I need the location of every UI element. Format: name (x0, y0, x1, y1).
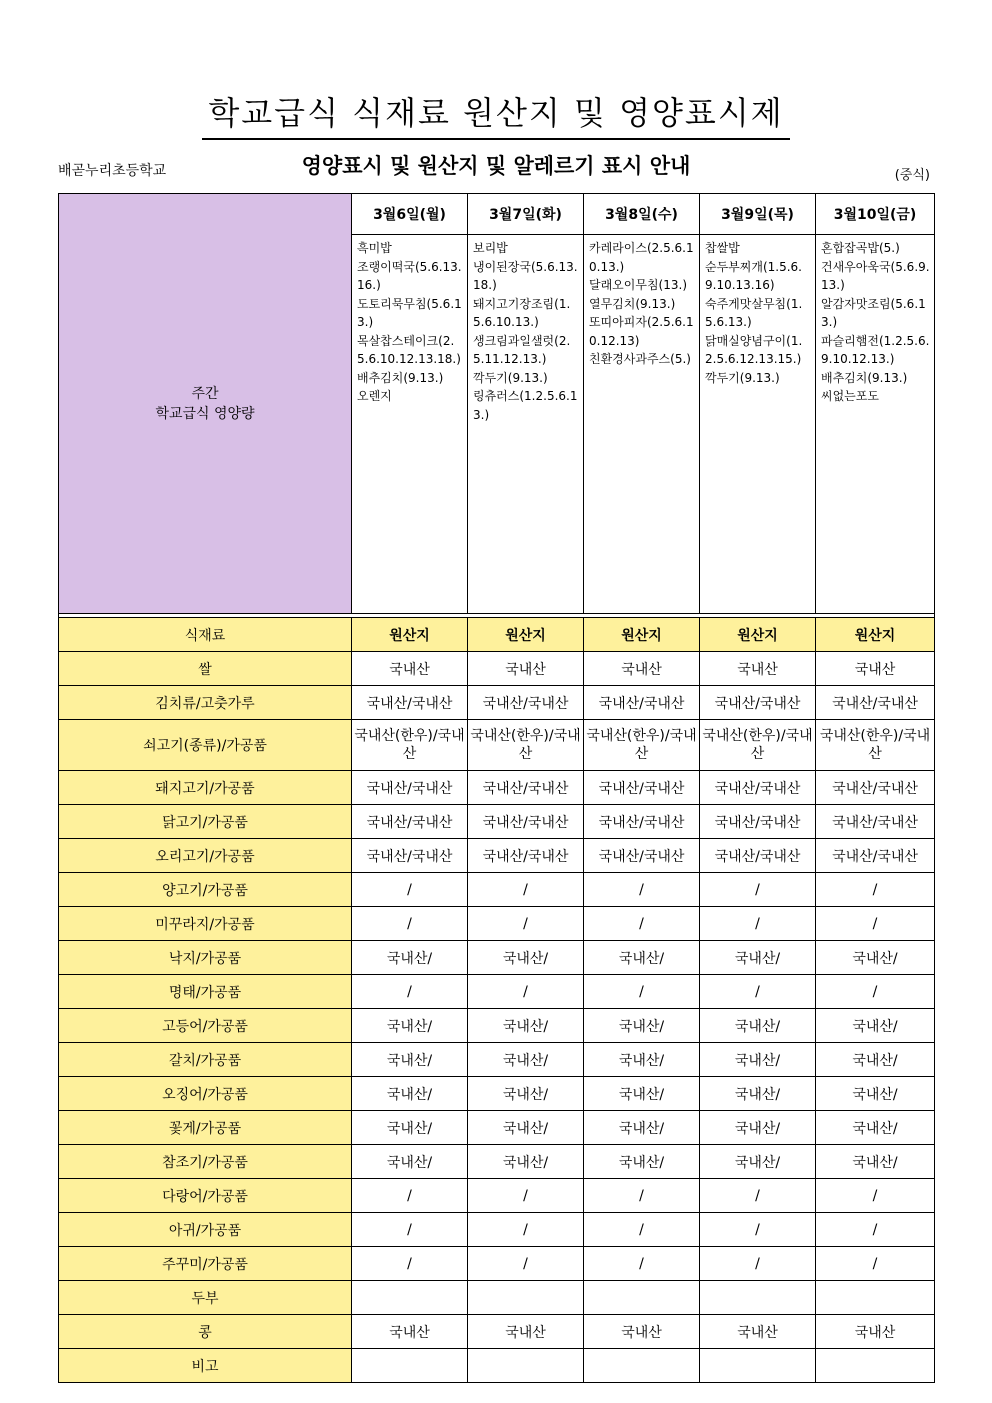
menu-item: 건새우아욱국(5.6.9.13.) (821, 259, 930, 292)
menu-item: 알감자맛조림(5.6.13.) (821, 296, 926, 329)
origin-value: 국내산/국내산 (352, 771, 468, 805)
menu-item: 조랭이떡국(5.6.13.16.) (357, 259, 462, 292)
origin-value: / (352, 873, 468, 907)
origin-value: 국내산/ (584, 941, 700, 975)
day-date: 3월10일(금) (816, 194, 935, 235)
menu-item: 또띠아피자(2.5.6.10.12.13) (589, 315, 694, 348)
ingredient-name: 명태/가공품 (59, 975, 352, 1009)
origin-value: 국내산/국내산 (584, 839, 700, 873)
origin-value: 국내산/국내산 (816, 839, 935, 873)
origin-value: 국내산 (468, 1315, 584, 1349)
origin-value: 국내산/ (584, 1077, 700, 1111)
ingredient-name: 닭고기/가공품 (59, 805, 352, 839)
origin-value (352, 1349, 468, 1383)
origin-value: 국내산/ (584, 1145, 700, 1179)
menu-item: 보리밥 (473, 241, 508, 255)
menu-item: 혼합잡곡밥(5.) (821, 241, 900, 255)
origin-value: 국내산/국내산 (700, 771, 816, 805)
origin-value: / (584, 873, 700, 907)
menu-item: 씨없는포도 (821, 389, 879, 403)
origin-value: 국내산/국내산 (816, 805, 935, 839)
day-menu (816, 235, 935, 614)
origin-value: 국내산(한우)/국내산 (468, 720, 584, 771)
ingredient-name: 오리고기/가공품 (59, 839, 352, 873)
origin-value (468, 1281, 584, 1315)
table-row (59, 975, 935, 1009)
table-row (59, 907, 935, 941)
nutrition-label-line: 학교급식 영양량 (155, 405, 255, 422)
ingredient-name: 낙지/가공품 (59, 941, 352, 975)
origin-value (352, 1281, 468, 1315)
origin-value: 국내산/ (352, 1043, 468, 1077)
origin-value: 국내산/ (468, 1043, 584, 1077)
origin-header: 원산지 (584, 618, 700, 652)
menu-item: 링츄러스(1.2.5.6.13.) (473, 389, 578, 422)
origin-value: 국내산/국내산 (700, 686, 816, 720)
table-row (59, 1349, 935, 1383)
origin-value: / (584, 1247, 700, 1281)
ingredient-name: 고등어/가공품 (59, 1009, 352, 1043)
origin-value: / (468, 873, 584, 907)
origin-value: 국내산(한우)/국내산 (352, 720, 468, 771)
table-row (59, 1009, 935, 1043)
ingredient-name: 쌀 (59, 652, 352, 686)
ingredient-name: 꽃게/가공품 (59, 1111, 352, 1145)
origin-value: 국내산/국내산 (700, 805, 816, 839)
origin-value: 국내산/ (584, 1009, 700, 1043)
menu-item: 숙주게맛살무침(1.5.6.13.) (705, 296, 803, 329)
table-row (59, 1043, 935, 1077)
origin-value: 국내산 (700, 1315, 816, 1349)
origin-value: 국내산/국내산 (352, 686, 468, 720)
origin-value: / (468, 1179, 584, 1213)
ingredient-name: 콩 (59, 1315, 352, 1349)
origin-value: / (700, 1213, 816, 1247)
day-menu (468, 235, 584, 614)
origin-value: / (468, 1213, 584, 1247)
day-date: 3월9일(목) (700, 194, 816, 235)
menu-item: 친환경사과주스(5.) (589, 352, 691, 366)
origin-value: 국내산/국내산 (584, 771, 700, 805)
ingredient-name: 미꾸라지/가공품 (59, 907, 352, 941)
ingredient-name: 아귀/가공품 (59, 1213, 352, 1247)
day-date: 3월6일(월) (352, 194, 468, 235)
menu-item: 달래오이무침(13.) (589, 278, 687, 292)
date-row (59, 194, 935, 235)
ingredient-name: 갈치/가공품 (59, 1043, 352, 1077)
table-row (59, 1111, 935, 1145)
table-row (59, 686, 935, 720)
ingredient-name: 다랑어/가공품 (59, 1179, 352, 1213)
origin-value (584, 1281, 700, 1315)
origin-value: 국내산/국내산 (816, 771, 935, 805)
origin-value: 국내산/국내산 (468, 839, 584, 873)
origin-value: / (584, 975, 700, 1009)
origin-value: 국내산 (352, 1315, 468, 1349)
origin-value: 국내산/ (700, 1009, 816, 1043)
origin-value: 국내산/ (352, 1009, 468, 1043)
origin-value: 국내산/국내산 (352, 805, 468, 839)
ingredient-name: 돼지고기/가공품 (59, 771, 352, 805)
school-name: 배곧누리초등학교 (58, 163, 167, 179)
origin-value: / (352, 1213, 468, 1247)
origin-value: 국내산/ (700, 1077, 816, 1111)
origin-value: 국내산/ (816, 1145, 935, 1179)
menu-item: 냉이된장국(5.6.13.18.) (473, 259, 578, 292)
table-row (59, 1281, 935, 1315)
meal-type: (중식) (894, 168, 930, 183)
table-row (59, 1179, 935, 1213)
origin-value: 국내산/ (700, 941, 816, 975)
ingredient-name: 주꾸미/가공품 (59, 1247, 352, 1281)
origin-value: / (700, 907, 816, 941)
origin-value: 국내산 (468, 652, 584, 686)
origin-value: 국내산/국내산 (468, 686, 584, 720)
origin-value: 국내산/ (816, 1043, 935, 1077)
origin-value: 국내산 (816, 1315, 935, 1349)
menu-item: 닭매실양념구이(1.2.5.6.12.13.15.) (705, 333, 803, 366)
origin-value: 국내산 (584, 652, 700, 686)
weekly-nutrition-label (59, 194, 352, 614)
menu-item: 찹쌀밥 (705, 241, 740, 255)
ingredient-name: 양고기/가공품 (59, 873, 352, 907)
origin-value: 국내산(한우)/국내산 (700, 720, 816, 771)
day-date: 3월7일(화) (468, 194, 584, 235)
origin-header-row (59, 618, 935, 652)
table-row (59, 805, 935, 839)
table-row (59, 941, 935, 975)
menu-item: 도토리묵무침(5.6.13.) (357, 296, 462, 329)
origin-value: / (816, 907, 935, 941)
origin-value: 국내산/ (352, 1145, 468, 1179)
origin-value: / (352, 1179, 468, 1213)
origin-value: / (700, 873, 816, 907)
origin-value: 국내산 (584, 1315, 700, 1349)
origin-value: / (352, 907, 468, 941)
menu-item: 배추김치(9.13.) (357, 370, 444, 385)
origin-value: / (816, 873, 935, 907)
origin-value: 국내산/국내산 (468, 771, 584, 805)
day-menu (584, 235, 700, 614)
origin-value: 국내산/ (700, 1145, 816, 1179)
document-title-text: 학교급식 식재료 원산지 및 영양표시제 (202, 88, 789, 140)
table-row (59, 1077, 935, 1111)
origin-header: 원산지 (468, 618, 584, 652)
table-row (59, 873, 935, 907)
menu-item: 생크림과일샐럿(2.5.11.12.13.) (473, 333, 571, 366)
origin-value: / (584, 1179, 700, 1213)
origin-value: 국내산/ (584, 1043, 700, 1077)
menu-item: 깍두기(9.13.) (473, 370, 548, 385)
document-title (0, 88, 992, 140)
origin-header: 원산지 (700, 618, 816, 652)
ingredient-header: 식재료 (59, 618, 352, 652)
origin-value: 국내산/ (816, 1111, 935, 1145)
origin-value: / (700, 1247, 816, 1281)
day-menu (352, 235, 468, 614)
menu-item: 목살찹스테이크(2.5.6.10.12.13.18.) (357, 333, 461, 366)
origin-value: 국내산/ (352, 941, 468, 975)
origin-value: 국내산/ (816, 941, 935, 975)
menu-item: 열무김치(9.13.) (589, 296, 676, 311)
origin-value: 국내산/ (352, 1111, 468, 1145)
table-row (59, 652, 935, 686)
origin-header: 원산지 (352, 618, 468, 652)
menu-item: 배추김치(9.13.) (821, 370, 908, 385)
day-date: 3월8일(수) (584, 194, 700, 235)
origin-value: 국내산/ (700, 1043, 816, 1077)
origin-value: / (700, 1179, 816, 1213)
origin-value: 국내산/ (468, 941, 584, 975)
origin-value (700, 1349, 816, 1383)
origin-value: / (468, 1247, 584, 1281)
day-menu (700, 235, 816, 614)
origin-value: 국내산/ (700, 1111, 816, 1145)
ingredient-name: 참조기/가공품 (59, 1145, 352, 1179)
table-row (59, 1247, 935, 1281)
origin-value: / (352, 1247, 468, 1281)
origin-value: 국내산/국내산 (352, 839, 468, 873)
origin-value: / (352, 975, 468, 1009)
origin-value: 국내산/국내산 (700, 839, 816, 873)
origin-value (584, 1349, 700, 1383)
origin-value: 국내산 (700, 652, 816, 686)
ingredient-name: 오징어/가공품 (59, 1077, 352, 1111)
origin-value: / (816, 975, 935, 1009)
menu-item: 오렌지 (357, 389, 392, 403)
ingredient-name: 두부 (59, 1281, 352, 1315)
table-row (59, 1315, 935, 1349)
origin-value: / (816, 1213, 935, 1247)
menu-item: 파슬리햄전(1.2.5.6.9.10.12.13.) (821, 333, 930, 366)
origin-value (816, 1281, 935, 1315)
origin-value: 국내산/국내산 (816, 686, 935, 720)
origin-value: / (816, 1179, 935, 1213)
origin-value: 국내산/ (468, 1111, 584, 1145)
menu-item: 흑미밥 (357, 241, 392, 255)
table-row (59, 771, 935, 805)
origin-value: 국내산/ (468, 1009, 584, 1043)
table-row (59, 1213, 935, 1247)
origin-value: / (468, 975, 584, 1009)
origin-value: 국내산/ (816, 1077, 935, 1111)
origin-value: / (584, 1213, 700, 1247)
origin-value: 국내산/ (468, 1077, 584, 1111)
origin-value: 국내산/국내산 (584, 805, 700, 839)
origin-value: 국내산/ (352, 1077, 468, 1111)
origin-value: 국내산/ (816, 1009, 935, 1043)
origin-value: / (584, 907, 700, 941)
ingredient-name: 비고 (59, 1349, 352, 1383)
nutrition-label-line: 주간 (191, 385, 219, 402)
table-row (59, 1145, 935, 1179)
origin-header: 원산지 (816, 618, 935, 652)
origin-value: 국내산(한우)/국내산 (816, 720, 935, 771)
origin-value (816, 1349, 935, 1383)
menu-item: 순두부찌개(1.5.6.9.10.13.16) (705, 259, 802, 292)
menu-item: 돼지고기장조림(1.5.6.10.13.) (473, 296, 571, 329)
origin-value: / (700, 975, 816, 1009)
origin-value: 국내산 (816, 652, 935, 686)
origin-value: 국내산/국내산 (584, 686, 700, 720)
meal-table (58, 193, 935, 1383)
origin-value: / (468, 907, 584, 941)
origin-value: 국내산/국내산 (468, 805, 584, 839)
origin-value (468, 1349, 584, 1383)
origin-value: 국내산/ (584, 1111, 700, 1145)
ingredient-name: 쇠고기(종류)/가공품 (59, 720, 352, 771)
origin-value (700, 1281, 816, 1315)
origin-value: 국내산(한우)/국내산 (584, 720, 700, 771)
menu-item: 깍두기(9.13.) (705, 370, 780, 385)
menu-item: 카레라이스(2.5.6.10.13.) (589, 241, 694, 274)
ingredient-name: 김치류/고춧가루 (59, 686, 352, 720)
origin-value: 국내산 (352, 652, 468, 686)
table-row (59, 839, 935, 873)
subtitle: 영양표시 및 원산지 및 알레르기 표시 안내 (301, 154, 691, 178)
origin-value: / (816, 1247, 935, 1281)
origin-value: 국내산/ (468, 1145, 584, 1179)
table-row (59, 720, 935, 771)
